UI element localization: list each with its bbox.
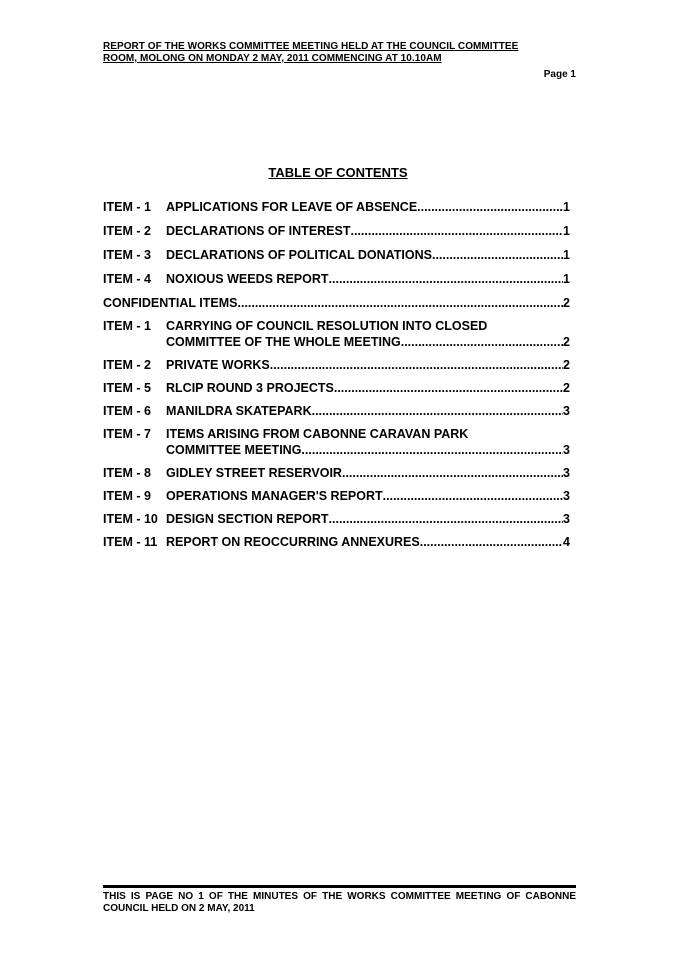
toc-entry-title: DESIGN SECTION REPORT	[166, 512, 329, 526]
toc-entry	[103, 465, 570, 481]
toc-page-number: 3	[563, 489, 570, 503]
toc-leader-dots	[334, 380, 563, 396]
toc-entry-body	[166, 318, 570, 350]
toc-entry	[103, 380, 570, 396]
toc-entry-body	[166, 511, 570, 527]
toc-leader-dots	[238, 295, 564, 311]
toc-page-number: 2	[563, 335, 570, 349]
toc-page-number: 1	[563, 224, 570, 238]
toc-entry-number: ITEM - 2	[103, 224, 151, 238]
toc-entry	[103, 357, 570, 373]
toc-entry	[103, 318, 570, 350]
toc-leader-dots	[329, 271, 564, 287]
toc-entry-body	[166, 271, 570, 287]
toc-leader-dots	[420, 534, 563, 550]
header-line-1: REPORT OF THE WORKS COMMITTEE MEETING HELD AT THE COUNCIL COMMITTEE	[103, 41, 519, 52]
toc-page-number: 4	[563, 535, 570, 549]
footer-rule	[103, 885, 576, 888]
toc-leader-dots	[351, 223, 564, 239]
toc-entry-number: ITEM - 8	[103, 466, 151, 480]
toc-entry-title: CARRYING OF COUNCIL RESOLUTION INTO CLOSED	[166, 319, 488, 333]
toc-entry-line	[166, 357, 570, 373]
toc-entry-title: GIDLEY STREET RESERVOIR	[166, 466, 342, 480]
toc-entry-body	[166, 199, 570, 215]
toc-entry	[103, 295, 570, 311]
toc-entry-line	[166, 511, 570, 527]
toc-entry-title: COMMITTEE MEETING	[166, 443, 302, 457]
toc-page-number: 1	[563, 200, 570, 214]
toc-leader-dots	[342, 465, 563, 481]
toc-entry	[103, 488, 570, 504]
toc-page-number: 3	[563, 512, 570, 526]
page-number: Page 1	[543, 69, 576, 80]
toc-entry-line	[166, 318, 570, 334]
toc-entry-title: DECLARATIONS OF INTEREST	[166, 224, 351, 238]
toc-page-number: 2	[563, 381, 570, 395]
toc-entry-line	[166, 334, 570, 350]
toc-entry-line	[166, 380, 570, 396]
toc-entry-body	[166, 247, 570, 263]
toc-page-number: 1	[563, 272, 570, 286]
toc-entry	[103, 511, 570, 527]
toc-entry-number: ITEM - 9	[103, 489, 151, 503]
toc-entry-number: ITEM - 1	[103, 319, 151, 333]
page-footer	[103, 885, 576, 915]
toc-entry-title: DECLARATIONS OF POLITICAL DONATIONS	[166, 248, 432, 262]
toc-entry-title: REPORT ON REOCCURRING ANNEXURES	[166, 535, 420, 549]
toc-entry-body	[166, 380, 570, 396]
toc-entry-body	[103, 295, 570, 311]
toc-entry-line	[166, 403, 570, 419]
toc-leader-dots	[329, 511, 564, 527]
toc-entry-body	[166, 488, 570, 504]
toc-page-number: 1	[563, 248, 570, 262]
toc-entry	[103, 534, 570, 550]
toc-entry-title: NOXIOUS WEEDS REPORT	[166, 272, 329, 286]
toc-entry	[103, 247, 570, 263]
toc-page-number: 3	[563, 404, 570, 418]
toc-entry-line	[166, 488, 570, 504]
toc-entry-number: ITEM - 3	[103, 248, 151, 262]
footer-text: THIS IS PAGE NO 1 OF THE MINUTES OF THE WORKS COMMITTEE MEETING OF CABONNE COUNCIL HELD ON 2 MAY, 2011	[103, 891, 576, 914]
toc-leader-dots	[417, 199, 563, 215]
page-header	[103, 41, 576, 80]
toc-entry-number: ITEM - 2	[103, 358, 151, 372]
toc-leader-dots	[383, 488, 563, 504]
toc-leader-dots	[312, 403, 563, 419]
toc-entry-line	[166, 199, 570, 215]
toc-page-number: 2	[563, 296, 570, 310]
toc-entry-number: ITEM - 1	[103, 200, 151, 214]
header-line-2: ROOM, MOLONG ON MONDAY 2 MAY, 2011 COMMENCING AT 10.10AM	[103, 53, 442, 64]
toc-entry-line	[166, 442, 570, 458]
toc-leader-dots	[432, 247, 563, 263]
toc-entry-line	[166, 223, 570, 239]
table-of-contents	[103, 192, 570, 550]
toc-entry-line	[166, 465, 570, 481]
toc-title: TABLE OF CONTENTS	[268, 165, 408, 180]
toc-entry-number: ITEM - 11	[103, 535, 158, 549]
toc-entry-title: COMMITTEE OF THE WHOLE MEETING	[166, 335, 401, 349]
toc-page-number: 3	[563, 443, 570, 457]
toc-entry-body	[166, 403, 570, 419]
toc-entry	[103, 271, 570, 287]
toc-entry-body	[166, 534, 570, 550]
toc-entry-number: ITEM - 6	[103, 404, 151, 418]
toc-entry-title: APPLICATIONS FOR LEAVE OF ABSENCE	[166, 200, 418, 214]
toc-entry-title: OPERATIONS MANAGER'S REPORT	[166, 489, 383, 503]
toc-entry-number: ITEM - 10	[103, 512, 158, 526]
toc-entry-number: ITEM - 7	[103, 427, 151, 441]
toc-page-number: 3	[563, 466, 570, 480]
toc-entry	[103, 426, 570, 458]
toc-leader-dots	[270, 357, 563, 373]
toc-entry-line	[103, 295, 570, 311]
toc-entry-title: MANILDRA SKATEPARK	[166, 404, 312, 418]
toc-entry-title: RLCIP ROUND 3 PROJECTS	[166, 381, 334, 395]
toc-entry-body	[166, 223, 570, 239]
toc-entry-body	[166, 357, 570, 373]
toc-entry-body	[166, 426, 570, 458]
toc-page-number: 2	[563, 358, 570, 372]
toc-entry-title: PRIVATE WORKS	[166, 358, 270, 372]
toc-entry-line	[166, 534, 570, 550]
toc-entry-number: ITEM - 4	[103, 272, 151, 286]
toc-leader-dots	[301, 442, 563, 458]
toc-entry-number: ITEM - 5	[103, 381, 151, 395]
toc-entry-title: CONFIDENTIAL ITEMS	[103, 296, 238, 310]
toc-entry	[103, 223, 570, 239]
toc-entry-line	[166, 271, 570, 287]
toc-entry-line	[166, 247, 570, 263]
toc-entry-title: ITEMS ARISING FROM CABONNE CARAVAN PARK	[166, 427, 469, 441]
toc-entry	[103, 199, 570, 215]
toc-entry-line	[166, 426, 570, 442]
toc-entry	[103, 403, 570, 419]
toc-entry-body	[166, 465, 570, 481]
toc-leader-dots	[401, 334, 563, 350]
